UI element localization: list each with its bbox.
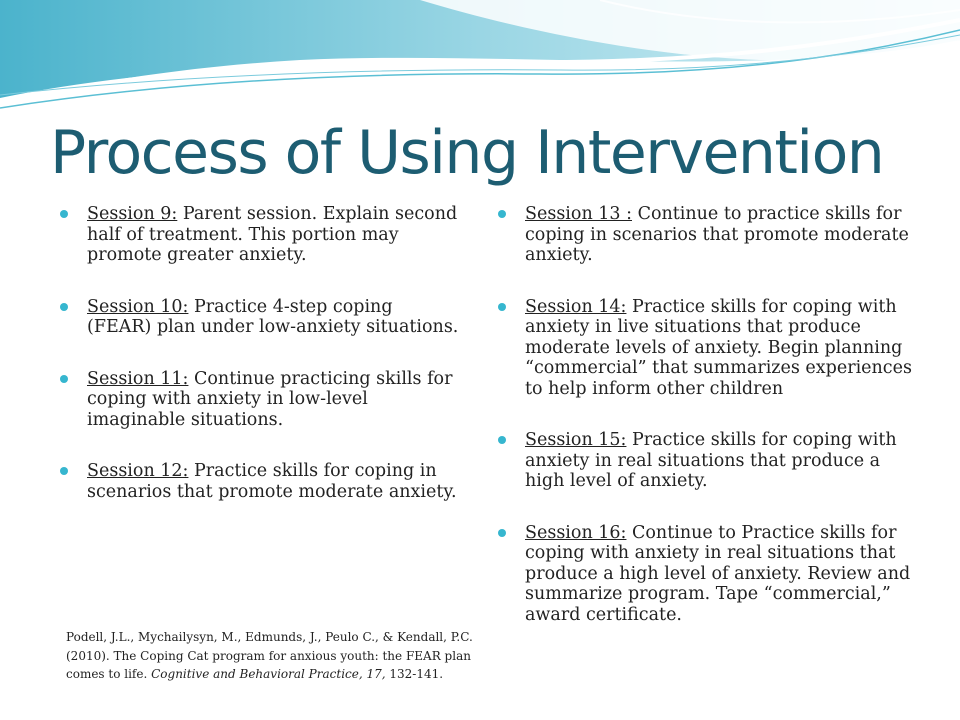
bullet-icon — [498, 303, 506, 311]
session-text: Parent session. Explain second half of treatment. This portion may promote greater anxiety. — [87, 204, 458, 265]
session-text: Continue practicing skills for coping with anxiety in low-level imaginable situations. — [87, 368, 453, 430]
session-text: Continue to practice skills for coping in scenarios that promote moderate anxiety. — [525, 204, 909, 265]
bullet-icon — [498, 529, 506, 537]
session-item — [60, 369, 460, 431]
session-label: Session 14: — [525, 296, 627, 317]
bullet-icon — [498, 436, 506, 444]
session-text: Practice skills for coping with anxiety in real situations that produce a high level of anxiety. — [525, 430, 897, 491]
right-column — [498, 204, 918, 625]
bullet-icon — [60, 303, 68, 311]
session-label: Session 12: — [87, 461, 189, 481]
session-text: Practice skills for coping with anxiety in live situations that produce moderate levels of anxiety. Begin planning “commercial” that summarizes experiences to help inform other children — [525, 296, 912, 399]
session-label: Session 11: — [87, 368, 189, 389]
session-item — [60, 297, 460, 338]
bullet-icon — [498, 210, 506, 218]
session-label: Session 15: — [525, 430, 627, 450]
session-label: Session 13 : — [525, 204, 632, 224]
session-text: Practice 4-step coping (FEAR) plan under low-anxiety situations. — [87, 296, 459, 337]
session-item — [498, 204, 918, 266]
session-item — [498, 297, 918, 400]
decorative-wave-banner — [0, 0, 960, 130]
session-item — [498, 523, 918, 626]
session-text: Continue to Practice skills for coping with anxiety in real situations that produce a high level of anxiety. Review and summarize program. Tape “commercial,” award certificate. — [525, 522, 911, 625]
citation-journal: Cognitive and Behavioral Practice, 17, — [151, 667, 386, 681]
session-label: Session 10: — [87, 296, 189, 317]
session-label: Session 9: — [87, 204, 178, 224]
bullet-icon — [60, 210, 68, 218]
bullet-icon — [60, 375, 68, 383]
session-text: Practice skills for coping in scenarios that promote moderate anxiety. — [87, 461, 457, 502]
session-item — [60, 461, 460, 502]
bullet-icon — [60, 467, 68, 475]
session-item — [498, 430, 918, 492]
session-item — [60, 204, 460, 266]
citation-pages: 132-141. — [385, 667, 444, 681]
citation — [66, 628, 486, 684]
left-column — [60, 204, 460, 502]
page-title: Process of Using Intervention — [50, 118, 884, 188]
citation-text: Podell, J.L., Mychailysyn, M., Edmunds, J., Peulo C., & Kendall, P.C. (2010). The Coping Cat program for anxious youth: the FEAR plan comes to life. — [66, 630, 473, 681]
session-label: Session 16: — [525, 522, 627, 543]
